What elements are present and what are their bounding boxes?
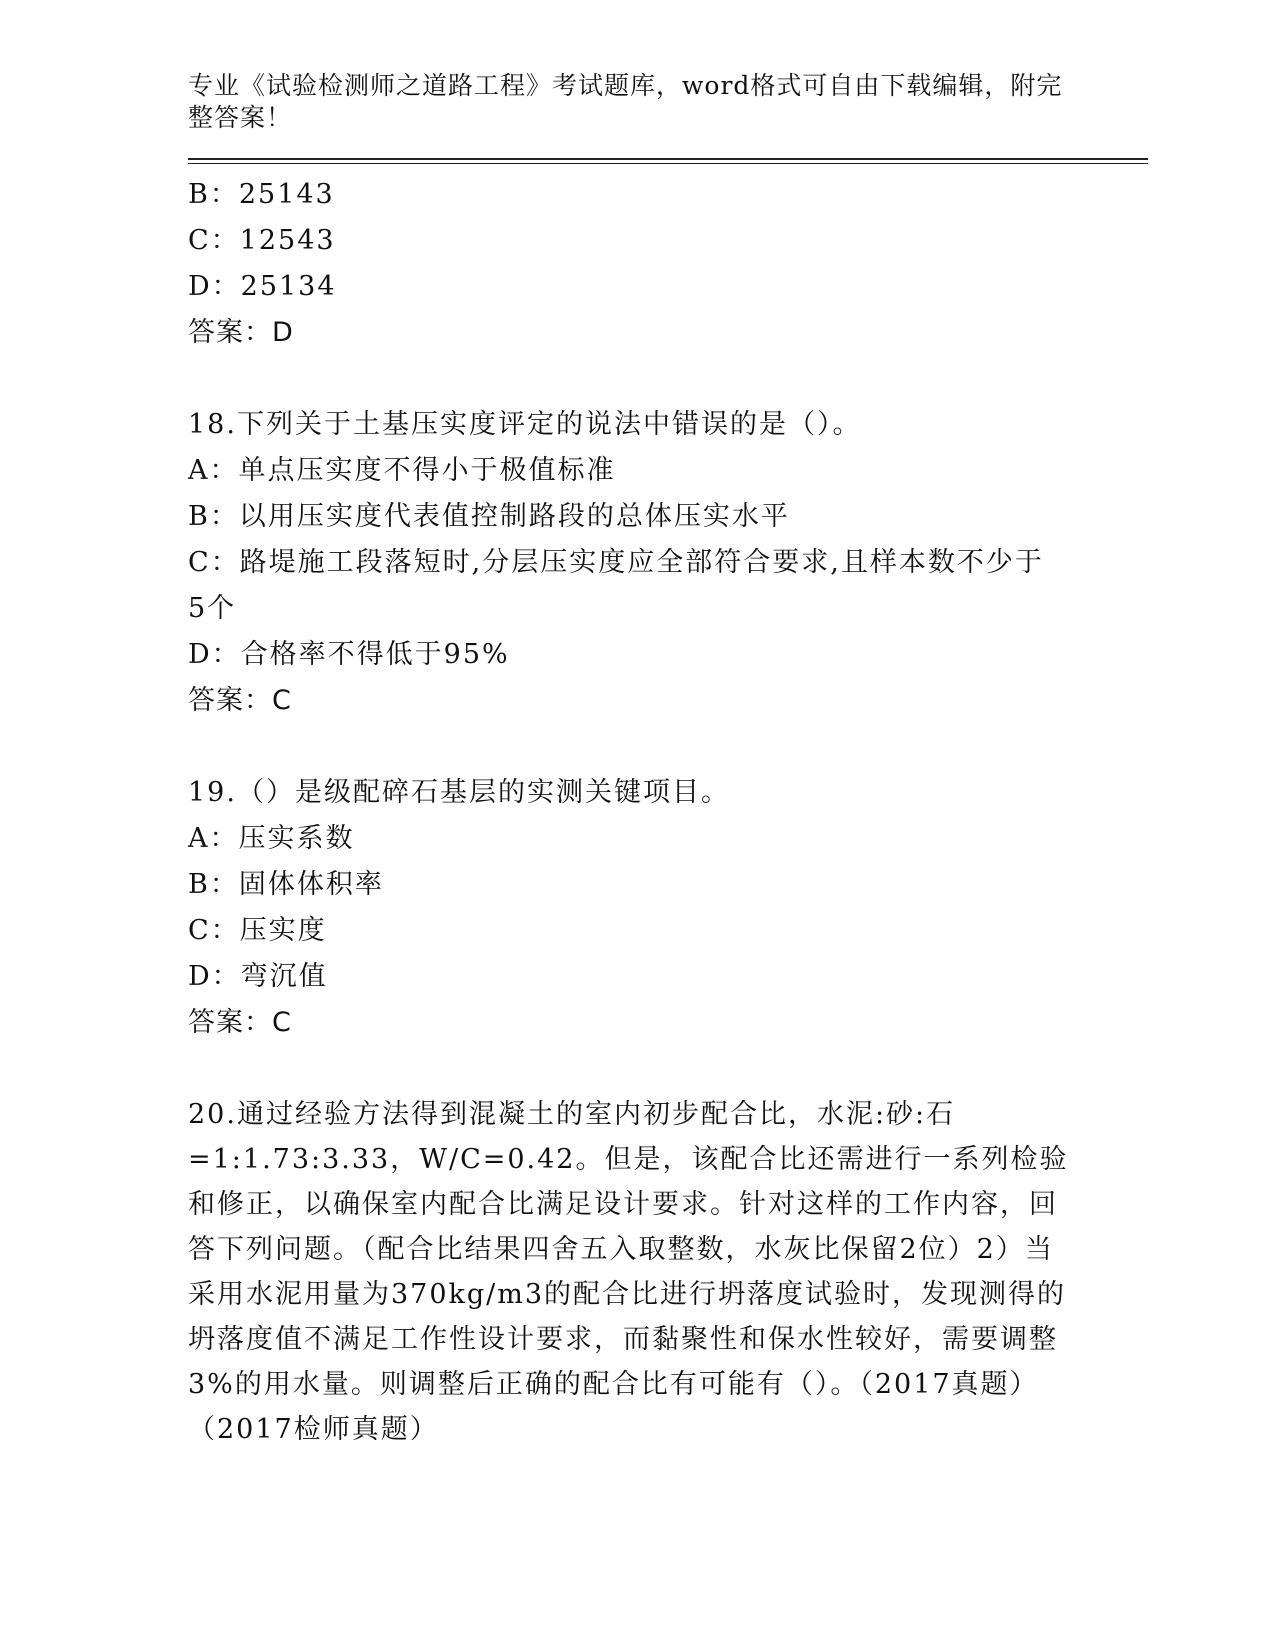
document-header: 专业《试验检测师之道路工程》考试题库，word格式可自由下载编辑，附完整答案！ [188,71,1063,132]
q18-option-b: B：以用压实度代表值控制路段的总体压实水平 [188,501,790,532]
header-divider-thin [188,163,1148,164]
q18-answer: 答案：C [188,685,292,716]
q18-stem: 18.下列关于土基压实度评定的说法中错误的是（）。 [188,409,862,440]
question-content [188,172,1148,1452]
q19-stem: 19.（）是级配碎石基层的实测关键项目。 [188,777,730,808]
q17-option-c: C：12543 [188,225,336,256]
q20-stem: 20.通过经验方法得到混凝土的室内初步配合比，水泥:砂:石=1:1.73:3.33，W/C=0.42。但是，该配合比还需进行一系列检验和修正，以确保室内配合比满足设计要求。针对这样的工作内容，回答下列问题。（配合比结果四舍五入取整数，水灰比保留2位）2）当采用水泥用量为370kg/m3的配合比进行坍落度试验时，发现测得的坍落度值不满足工作性设计要求，而黏聚性和保水性较好，需要调整3%的用水量。则调整后正确的配合比有可能有（）。（2017真题）（2017检师真题） [188,1099,1069,1445]
q19-answer: 答案：C [188,1007,292,1038]
header-divider [188,158,1148,160]
q19-option-a: A：压实系数 [188,823,355,854]
q19-option-b: B：固体体积率 [188,869,384,900]
q18-option-a: A：单点压实度不得小于极值标准 [188,455,616,486]
document-page [188,70,1148,1452]
q17-option-b: B：25143 [188,179,335,210]
q17-option-d: D：25134 [188,271,337,302]
q19-option-d: D：弯沉值 [188,961,328,992]
q18-option-c: C：路堤施工段落短时,分层压实度应全部符合要求,且样本数不少于5个 [188,547,1044,624]
q19-option-c: C：压实度 [188,915,327,946]
q18-option-d: D：合格率不得低于95% [188,639,510,670]
q17-answer: 答案：D [188,317,294,348]
